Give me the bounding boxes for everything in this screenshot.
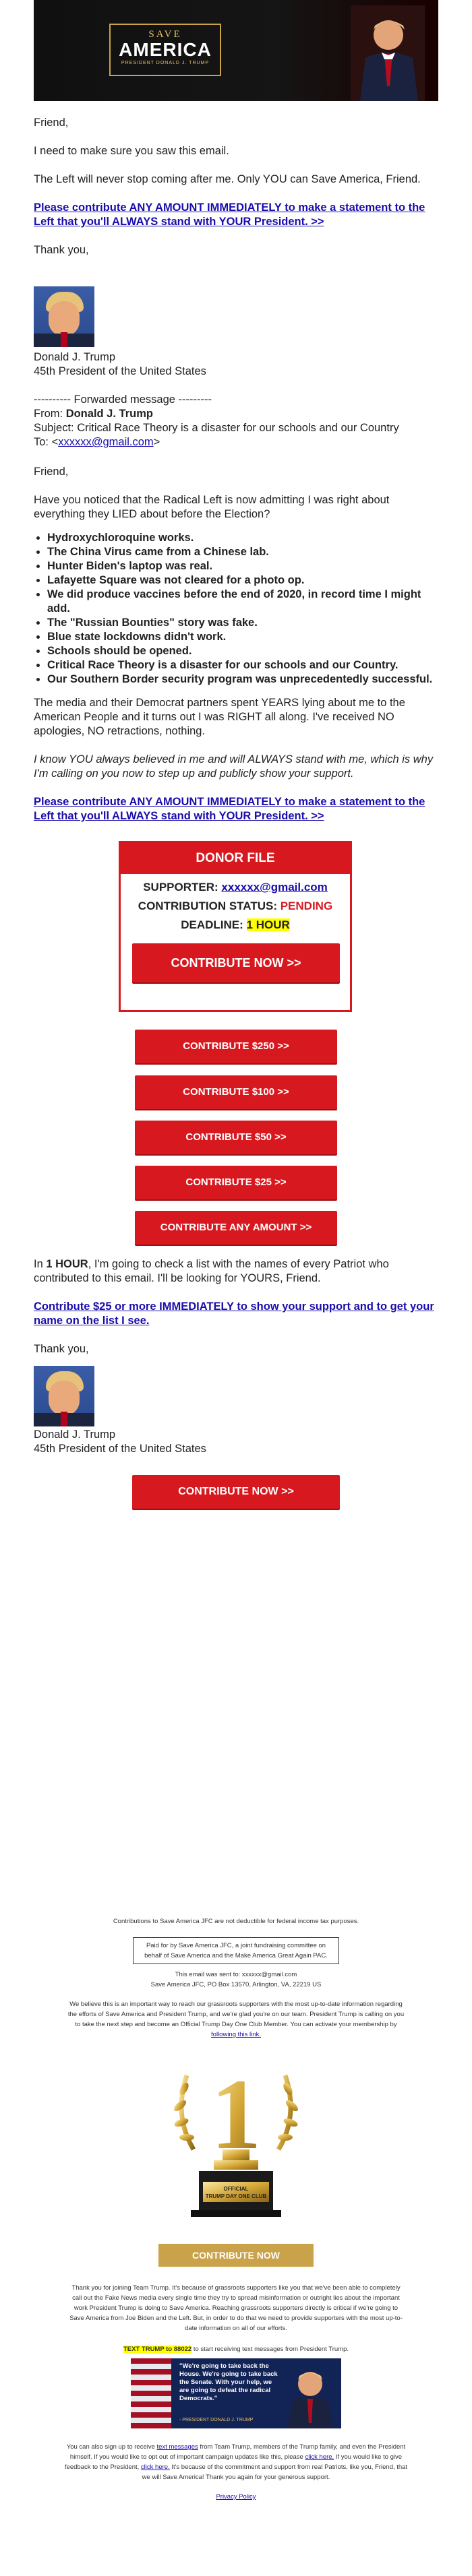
contribute-now-button[interactable]: CONTRIBUTE NOW >> bbox=[132, 943, 340, 982]
status-value: PENDING bbox=[280, 900, 333, 912]
contribute-link[interactable]: Please contribute ANY AMOUNT IMMEDIATELY to make a statement to the Left that you'll ALWAYS stand with YOUR President. >> bbox=[34, 201, 425, 228]
logo-top-text: SAVE bbox=[148, 29, 182, 40]
signature bbox=[34, 1428, 438, 1456]
trophy-number: 1 bbox=[210, 2059, 262, 2170]
to-email-link[interactable]: xxxxxx@gmail.com bbox=[58, 436, 154, 448]
text-trump-highlight: TEXT TRUMP to 88022 bbox=[123, 2346, 192, 2353]
contribute-100-button[interactable]: CONTRIBUTE $100 >> bbox=[135, 1075, 337, 1109]
trump-photo bbox=[351, 5, 425, 101]
text-messages-link[interactable]: text messages bbox=[156, 2443, 198, 2451]
contribute-25-button[interactable]: CONTRIBUTE $25 >> bbox=[135, 1166, 337, 1199]
signature bbox=[34, 350, 438, 379]
to-label: To: < bbox=[34, 436, 59, 448]
signup-text: It's because of the commitment and support from real Patriots, like you, Friend, that we will Save America! Thank you again for your generous support. bbox=[142, 2463, 408, 2481]
trophy-label: OFFICIAL bbox=[223, 2186, 249, 2192]
donor-file-header: DONOR FILE bbox=[121, 843, 350, 874]
opt-out-link[interactable]: click here. bbox=[305, 2453, 334, 2461]
club-text: We believe this is an important way to reach our grassroots supporters with the most up-to-date information regarding the efforts of Save America and President Trump, and we're glad you're on our team. President Trump is calling on you to take the next step and become an Official Trump Day One Club Member. You can activate your membership by bbox=[67, 2001, 405, 2028]
feedback-link[interactable]: click here. bbox=[140, 2463, 170, 2471]
supporter-email-link[interactable]: xxxxxx@gmail.com bbox=[221, 881, 328, 893]
paid-for-box: Paid for by Save America JFC, a joint fundraising committee on behalf of Save America and the Make America Great Again PAC. bbox=[133, 1937, 339, 1964]
greeting: Friend, bbox=[34, 117, 69, 129]
club-link[interactable]: following this link. bbox=[211, 2031, 261, 2038]
signup-section bbox=[61, 2442, 411, 2502]
media-paragraph: The media and their Democrat partners spent YEARS lying about me to the American People and it turns out I was RIGHT all along. I've received NO apologies, NO retractions, nothing. bbox=[34, 697, 405, 737]
tax-disclaimer: Contributions to Save America JFC are not deductible for federal income tax purposes. bbox=[113, 1918, 359, 1925]
signature-name: Donald J. Trump bbox=[34, 351, 116, 363]
signature-title: 45th President of the United States bbox=[34, 1443, 206, 1455]
list-item: • Hunter Biden's laptop was real. bbox=[47, 559, 438, 573]
list-item: • The "Russian Bounties" story was fake. bbox=[47, 616, 438, 630]
thanks-text: Thank you, bbox=[34, 1343, 89, 1355]
facts-list bbox=[34, 531, 438, 687]
intro-section bbox=[34, 116, 438, 257]
contribute-link[interactable]: Please contribute ANY AMOUNT IMMEDIATELY to make a statement to the Left that you'll ALWAYS stand with YOUR President. >> bbox=[34, 796, 425, 822]
message-body bbox=[34, 465, 438, 823]
list-item: • Critical Race Theory is a disaster for our schools and our Country. bbox=[47, 658, 438, 672]
status-label: CONTRIBUTION STATUS: bbox=[138, 900, 277, 912]
promo-banner[interactable] bbox=[131, 2358, 341, 2428]
list-item: • Our Southern Border security program was unprecedentedly successful. bbox=[47, 672, 438, 687]
trump-avatar bbox=[34, 1366, 94, 1426]
flag-stripes bbox=[131, 2358, 171, 2428]
trophy-contribute-button[interactable]: CONTRIBUTE NOW bbox=[158, 2244, 314, 2267]
subject-line: Subject: Critical Race Theory is a disaster for our schools and our Country bbox=[34, 422, 399, 434]
promo-trump-photo bbox=[283, 2362, 337, 2428]
header-banner bbox=[34, 0, 438, 101]
footer bbox=[67, 1916, 405, 2040]
body-intro: Have you noticed that the Radical Left is now admitting I was right about everything they LIED about before the Election? bbox=[34, 494, 390, 520]
signup-text: If you would like to give feedback to the President, bbox=[64, 2453, 403, 2471]
from-name: Donald J. Trump bbox=[65, 408, 153, 420]
donor-file-box bbox=[119, 841, 352, 1012]
closing-bold: 1 HOUR bbox=[46, 1258, 88, 1270]
promo-signature: - PRESIDENT DONALD J. TRUMP bbox=[179, 2418, 254, 2422]
intro-line: I need to make sure you saw this email. bbox=[34, 145, 229, 157]
to-end: > bbox=[153, 436, 160, 448]
forwarded-header bbox=[34, 393, 438, 449]
contribute-50-button[interactable]: CONTRIBUTE $50 >> bbox=[135, 1121, 337, 1154]
list-item: • Schools should be opened. bbox=[47, 644, 438, 658]
contribute-25-link[interactable]: Contribute $25 or more IMMEDIATELY to show your support and to get your name on the list I see. bbox=[34, 1300, 434, 1327]
closing-text: In bbox=[34, 1258, 47, 1270]
contribute-any-amount-button[interactable]: CONTRIBUTE ANY AMOUNT >> bbox=[135, 1211, 337, 1245]
thanks-paragraph: Thank you for joining Team Trump. It's because of grassroots supporters like you that we've been able to completely call out the Fake News media every single time they try to spread misinformation or outright lies about the important work President Trump is doing to Save America. Reaching grassroots supporters directly is critical if we're going to Save America from Joe Biden and the Left. But, in order to do that we need to provide supporters with the most up-to-date information on all of our efforts. bbox=[69, 2284, 403, 2332]
forward-divider: ---------- Forwarded message --------- bbox=[34, 394, 212, 406]
list-item: • Hydroxychloroquine works. bbox=[47, 531, 438, 545]
thanks-text: Thank you, bbox=[34, 244, 89, 256]
contribute-250-button[interactable]: CONTRIBUTE $250 >> bbox=[135, 1030, 337, 1063]
signup-text: You can also sign up to receive bbox=[66, 2443, 155, 2451]
deadline-label: DEADLINE: bbox=[181, 918, 243, 931]
list-item: • We did produce vaccines before the end of 2020, in record time I might add. bbox=[47, 588, 438, 616]
signature-title: 45th President of the United States bbox=[34, 365, 206, 377]
signup-text: from Team Trump, members of the Trump family, and even the President himself. If you would like to opt out of important campaign updates like this, please bbox=[69, 2443, 406, 2461]
from-label: From: bbox=[34, 408, 63, 420]
address-text: Save America JFC, PO Box 13570, Arlington, VA, 22219 US bbox=[150, 1981, 322, 1988]
trophy-label: TRUMP DAY ONE CLUB bbox=[205, 2193, 267, 2199]
list-item: • The China Virus came from a Chinese lab. bbox=[47, 545, 438, 559]
italic-paragraph: I know YOU always believed in me and will ALWAYS stand with me, which is why I'm calling on you now to step up and publicly show your support. bbox=[34, 753, 434, 780]
logo-main-text: AMERICA bbox=[119, 39, 212, 60]
list-item: • Blue state lockdowns didn't work. bbox=[47, 630, 438, 644]
sent-to-text: This email was sent to: xxxxxx@gmail.com bbox=[175, 1971, 297, 1978]
supporter-label: SUPPORTER: bbox=[143, 881, 218, 893]
deadline-value: 1 HOUR bbox=[246, 918, 290, 931]
intro-line: The Left will never stop coming after me. Only YOU can Save America, Friend. bbox=[34, 173, 421, 185]
trophy-image bbox=[146, 2048, 326, 2220]
text-trump-text: to start receiving text messages from President Trump. bbox=[193, 2346, 349, 2353]
footer-bottom bbox=[67, 2283, 405, 2354]
trump-avatar bbox=[34, 286, 94, 347]
closing-section bbox=[34, 1257, 438, 1356]
save-america-logo bbox=[109, 24, 221, 76]
privacy-policy-link[interactable]: Privacy Policy bbox=[216, 2493, 256, 2501]
body-greeting: Friend, bbox=[34, 466, 69, 478]
closing-text: , I'm going to check a list with the names of every Patriot who contributed to this email. I'll be looking for YOURS, Friend. bbox=[34, 1258, 389, 1284]
list-item: • Lafayette Square was not cleared for a photo op. bbox=[47, 573, 438, 588]
contribute-now-button[interactable]: CONTRIBUTE NOW >> bbox=[132, 1475, 340, 1509]
signature-name: Donald J. Trump bbox=[34, 1428, 116, 1441]
promo-quote: "We're going to take back the House. We're going to take back the Senate. With your help, we are going to defeat the radical Democrats." bbox=[179, 2362, 278, 2402]
logo-sub-text: PRESIDENT DONALD J. TRUMP bbox=[121, 61, 210, 65]
